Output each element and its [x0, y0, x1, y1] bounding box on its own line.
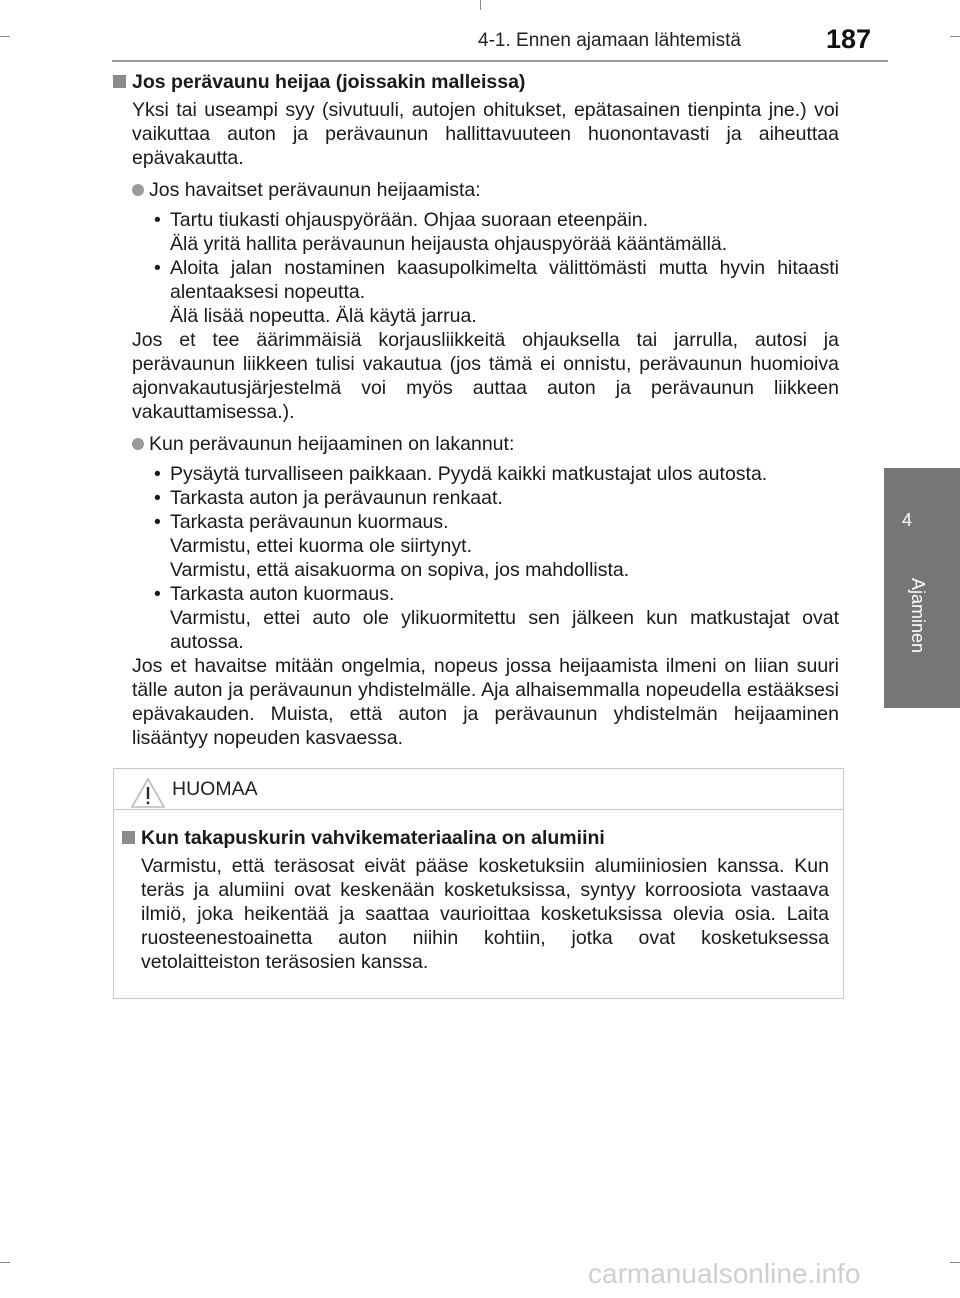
circle-bullet-icon	[132, 184, 144, 196]
circle-bullet-icon	[132, 438, 144, 450]
list-item: • Tarkasta perävaunun kuormaus. Varmistu, ettei kuorma ole siirtynyt. Varmistu, että aisakuorma on sopiva, jos mahdollista.	[170, 510, 839, 582]
notice-header	[114, 769, 843, 810]
crop-mark	[480, 0, 481, 10]
watermark: carmanualsonline.info	[588, 1258, 861, 1289]
notice-title: HUOMAA	[172, 778, 258, 800]
list-item: • Pysäytä turvalliseen paikkaan. Pyydä kaikki matkustajat ulos autosta.	[170, 462, 839, 486]
header-rule	[112, 60, 888, 62]
paragraph: Jos et tee äärimmäisiä korjausliikkeitä ohjauksella tai jarrulla, autosi ja perävaunun liikkeen tulisi vakautua (jos tämä ei onnistu, perävaunun huomioiva ajonvakautusjärjestelmä voi myös auttaa auton ja perävaunun liikkeen vakauttamisessa.).	[132, 329, 839, 423]
group-title: Jos havaitset perävaunun heijaamista:	[113, 178, 839, 202]
section-intro: Yksi tai useampi syy (sivutuuli, autojen ohitukset, epätasainen tienpinta jne.) voi vaikuttaa auton ja perävaunun hallittavuuteen huonontavasti ja aiheuttaa epävakautta.	[132, 99, 839, 169]
section-title: Jos perävaunu heijaa (joissakin malleissa)	[113, 70, 839, 94]
square-bullet-icon	[113, 75, 126, 88]
instruction-list	[113, 208, 839, 328]
list-item: • Aloita jalan nostaminen kaasupolkimelta välittömästi mutta hyvin hitaasti alentaaksesi nopeutta. Älä lisää nopeutta. Älä käytä jarrua.	[170, 256, 839, 328]
chapter-number: 4	[901, 510, 912, 530]
crop-mark	[0, 36, 10, 37]
page-number: 187	[826, 24, 872, 54]
warning-triangle-icon	[130, 777, 166, 809]
group-title: Kun perävaunun heijaaminen on lakannut:	[113, 432, 839, 456]
notice-body	[114, 810, 843, 974]
chapter-label: Ajaminen	[908, 578, 928, 654]
list-item: • Tartu tiukasti ohjauspyörään. Ohjaa suoraan eteenpäin. Älä yritä hallita perävaunun heijausta ohjauspyörää kääntämällä.	[170, 208, 839, 256]
notice-box	[113, 768, 844, 999]
list-item: • Tarkasta auton kuormaus. Varmistu, ettei auto ole ylikuormitettu sen jälkeen kun matkustajat ovat autossa.	[170, 582, 839, 654]
paragraph: Jos et havaitse mitään ongelmia, nopeus jossa heijaamista ilmeni on liian suuri tälle auton ja perävaunun yhdistelmälle. Aja alhaisemmalla nopeudella estääksesi epävakauden. Muista, että auton ja perävaunun yhdistelmän heijaaminen lisääntyy nopeuden kasvaessa.	[132, 655, 839, 749]
instruction-list	[113, 462, 839, 654]
crop-mark	[950, 36, 960, 37]
crop-mark	[950, 1262, 960, 1263]
notice-paragraph: Varmistu, että teräsosat eivät pääse kosketuksiin alumiiniosien kanssa. Kun teräs ja alumiini ovat keskenään kosketuksissa, syntyy korroosiota vastaava ilmiö, joka heikentää ja saattaa vaurioittaa kosketuksissa olevia osia. Laita ruosteenestoainetta auton niihin kohtiin, jotka ovat kosketuksessa vetolaitteiston teräsosien kanssa.	[141, 855, 829, 973]
section-header-title: 4-1. Ennen ajamaan lähtemistä	[478, 30, 741, 51]
square-bullet-icon	[122, 831, 135, 844]
main-content	[113, 70, 839, 750]
crop-mark	[0, 1262, 10, 1263]
notice-subtitle: Kun takapuskurin vahvikemateriaalina on alumiini	[122, 826, 829, 850]
list-item: • Tarkasta auton ja perävaunun renkaat.	[170, 486, 839, 510]
